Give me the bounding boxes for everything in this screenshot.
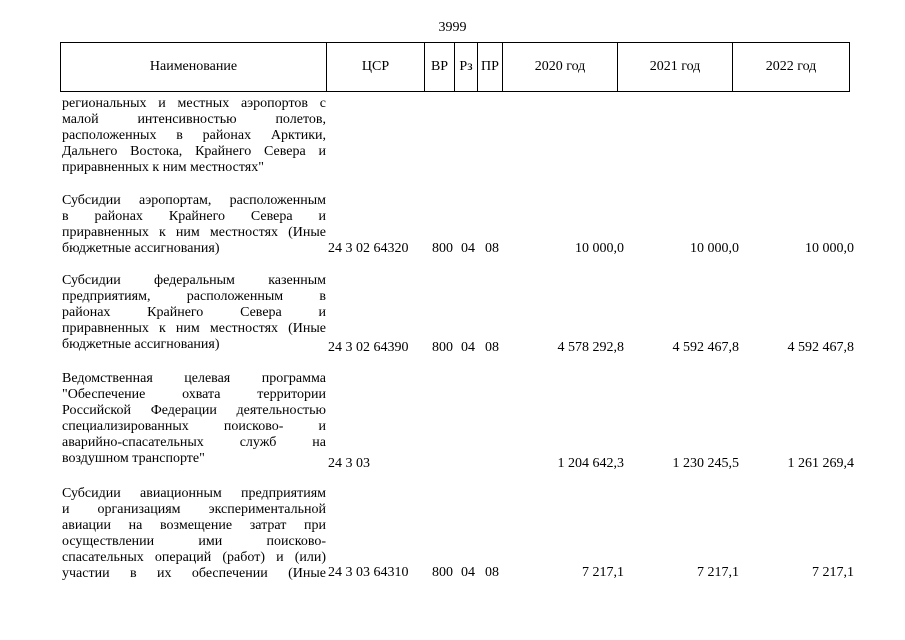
page-number: 3999 [438,20,467,35]
row-2021: 10 000,0 [690,241,739,256]
row-name-line: аварийно-спасательных служб на [62,435,326,450]
row-name-line: региональных и местных аэропортов с [62,96,326,111]
row-name-line: приравненных к ним местностях" [62,160,264,175]
row-vr: 800 [432,340,453,355]
row-name-line: приравненных к ним местностях (Иные [62,225,326,240]
row-2021: 7 217,1 [697,565,739,580]
row-csr: 24 3 02 64390 [328,340,409,355]
row-vr: 800 [432,565,453,580]
column-header-vr: ВР [425,43,455,91]
row-2021: 1 230 245,5 [672,456,739,471]
row-name-line: малой интенсивностью полетов, [62,112,326,127]
row-pr: 08 [485,340,499,355]
row-name-line: Субсидии аэропортам, расположенным [62,193,326,208]
row-name-line: Субсидии авиационным предприятиям [62,486,326,501]
row-2022: 4 592 467,8 [787,340,854,355]
row-2020: 1 204 642,3 [557,456,624,471]
row-csr: 24 3 02 64320 [328,241,409,256]
table-header [60,42,850,92]
row-name-line: бюджетные ассигнования) [62,337,220,352]
row-rz: 04 [461,340,475,355]
row-name-line: авиации на возмещение затрат при [62,518,326,533]
row-2022: 1 261 269,4 [787,456,854,471]
row-values [60,565,854,581]
row-name [62,371,326,467]
row-name-line: и организациям экспериментальной [62,502,326,517]
row-2022: 10 000,0 [805,241,854,256]
row-rz: 04 [461,241,475,256]
row-values [60,241,854,257]
column-header-csr: ЦСР [327,43,425,91]
column-header-2020: 2020 год [503,43,618,91]
row-vr: 800 [432,241,453,256]
row-values [60,340,854,356]
column-header-name: Наименование [61,43,327,91]
row-values [60,456,854,472]
row-name-line: Ведомственная целевая программа [62,371,326,386]
row-name-line: осуществлении ими поисково- [62,534,326,549]
column-header-pr: ПР [478,43,503,91]
row-name-line: спасательных операций (работ) и (или) [62,550,326,565]
column-header-2022: 2022 год [765,59,817,74]
row-name-line: бюджетные ассигнования) [62,241,220,256]
row-2022: 7 217,1 [812,565,854,580]
row-name-line: предприятиям, расположенным в [62,289,326,304]
row-name-line: воздушном транспорте" [62,451,205,466]
row-csr: 24 3 03 [328,456,370,471]
row-2020: 4 578 292,8 [557,340,624,355]
row-name-line: Российской Федерации деятельностью [62,403,326,418]
row-name-line: специализированных поисково- и [62,419,326,434]
row-2020: 10 000,0 [575,241,624,256]
row-2021: 4 592 467,8 [672,340,739,355]
row-name-line: участии в их обеспечении (Иные [62,566,326,581]
row-name-line: приравненных к ним местностях (Иные [62,321,326,336]
row-pr: 08 [485,241,499,256]
row-name-line: Субсидии федеральным казенным [62,273,326,288]
row-name-line: расположенных в районах Арктики, [62,128,326,143]
column-header-2021: 2021 год [618,43,733,91]
column-header-rz: Рз [455,43,478,91]
row-name [62,96,326,176]
row-rz: 04 [461,565,475,580]
row-name-line: в районах Крайнего Севера и [62,209,326,224]
row-name-line: Дальнего Востока, Крайнего Севера и [62,144,326,159]
row-name-line: районах Крайнего Севера и [62,305,326,320]
row-name-line: "Обеспечение охвата территории [62,387,326,402]
row-csr: 24 3 03 64310 [328,565,409,580]
row-pr: 08 [485,565,499,580]
row-2020: 7 217,1 [582,565,624,580]
